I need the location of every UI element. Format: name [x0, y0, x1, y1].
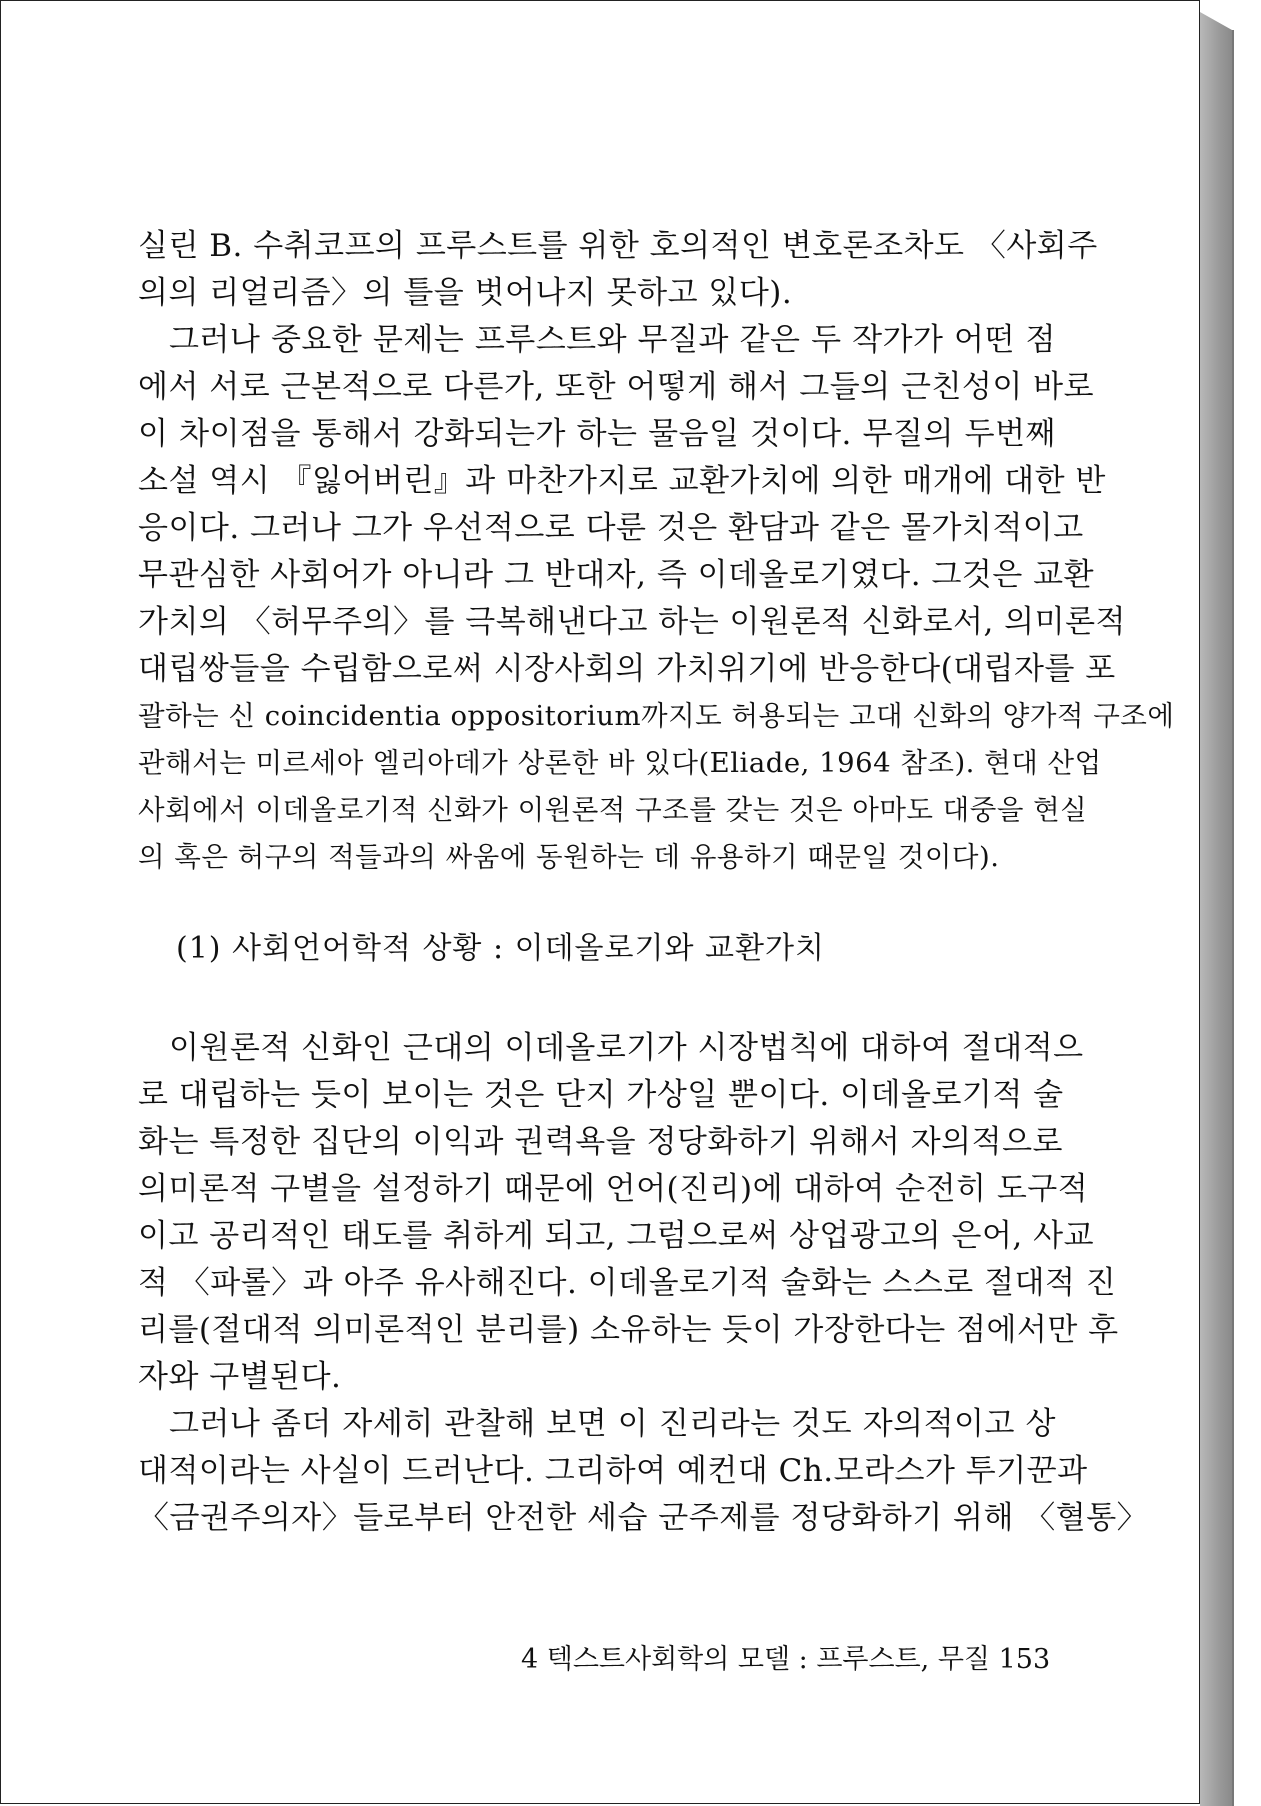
section-heading: (1) 사회언어학적 상황 : 이데올로기와 교환가치	[176, 931, 825, 966]
text-line: 실린 B. 수취코프의 프루스트를 위한 호의적인 변호론조차도 〈사회주	[138, 228, 1098, 264]
text-line: 가치의 〈허무주의〉를 극복해낸다고 하는 이원론적 신화로서, 의미론적	[138, 604, 1126, 640]
text-line: 그러나 중요한 문제는 프루스트와 무질과 같은 두 작가가 어떤 점	[169, 322, 1056, 358]
text-line: 괄하는 신 coincidentia oppositorium까지도 허용되는 고대 신화의 양가적 구조에	[138, 700, 1175, 732]
text-line: 대적이라는 사실이 드러난다. 그리하여 예컨대 Ch.모라스가 투기꾼과	[138, 1453, 1088, 1489]
text-line: 에서 서로 근본적으로 다른가, 또한 어떻게 해서 그들의 근친성이 바로	[138, 369, 1095, 405]
text-line: 관해서는 미르세아 엘리아데가 상론한 바 있다(Eliade, 1964 참조). 현대 산업	[138, 747, 1102, 779]
paragraph-4	[138, 1401, 1149, 1542]
paragraph-3	[138, 1025, 1119, 1401]
text-line: 화는 특정한 집단의 이익과 권력욕을 정당화하기 위해서 자의적으로	[138, 1124, 1063, 1160]
page-number: 153	[998, 1644, 1051, 1675]
running-footer-chapter: 4 텍스트사회학의 모델 : 프루스트, 무질	[521, 1644, 990, 1675]
text-line: 응이다. 그러나 그가 우선적으로 다룬 것은 환담과 같은 몰가치적이고	[138, 510, 1084, 546]
page-footer	[521, 1637, 1051, 1676]
page-edge-shadow	[1200, 12, 1232, 1806]
text-line: 리를(절대적 의미론적인 분리를) 소유하는 듯이 가장한다는 점에서만 후	[138, 1312, 1119, 1348]
text-line: 이원론적 신화인 근대의 이데올로기가 시장법칙에 대하여 절대적으	[169, 1030, 1084, 1066]
text-line: 소설 역시 『잃어버린』과 마찬가지로 교환가치에 의한 매개에 대한 반	[138, 463, 1106, 499]
text-line: 의의 리얼리즘〉의 틀을 벗어나지 못하고 있다).	[138, 275, 793, 311]
text-line: 대립쌍들을 수립함으로써 시장사회의 가치위기에 반응한다(대립자를 포	[138, 651, 1116, 687]
text-line: 무관심한 사회어가 아니라 그 반대자, 즉 이데올로기였다. 그것은 교환	[138, 557, 1095, 593]
text-line: 의 혹은 허구의 적들과의 싸움에 동원하는 데 유용하기 때문일 것이다).	[138, 841, 1000, 873]
paragraph-2	[138, 317, 1175, 881]
text-line: 로 대립하는 듯이 보이는 것은 단지 가상일 뿐이다. 이데올로기적 술	[138, 1077, 1064, 1113]
text-line: 〈금권주의자〉들로부터 안전한 세습 군주제를 정당화하기 위해 〈혈통〉	[138, 1500, 1149, 1536]
paragraph-1	[138, 223, 1098, 317]
text-line: 이고 공리적인 태도를 취하게 되고, 그럼으로써 상업광고의 은어, 사교	[138, 1218, 1095, 1254]
text-line: 적 〈파롤〉과 아주 유사해진다. 이데올로기적 술화는 스스로 절대적 진	[138, 1265, 1117, 1301]
body-text	[138, 223, 1175, 1542]
text-line: 사회에서 이데올로기적 신화가 이원론적 구조를 갖는 것은 아마도 대중을 현실	[138, 794, 1088, 826]
text-line: 그러나 좀더 자세히 관찰해 보면 이 진리라는 것도 자의적이고 상	[169, 1406, 1056, 1442]
text-line: 이 차이점을 통해서 강화되는가 하는 물음일 것이다. 무질의 두번째	[138, 416, 1056, 452]
page-edge-line	[1232, 30, 1234, 1806]
text-line: 의미론적 구별을 설정하기 때문에 언어(진리)에 대하여 순전히 도구적	[138, 1171, 1089, 1207]
text-line: 자와 구별된다.	[138, 1359, 342, 1395]
